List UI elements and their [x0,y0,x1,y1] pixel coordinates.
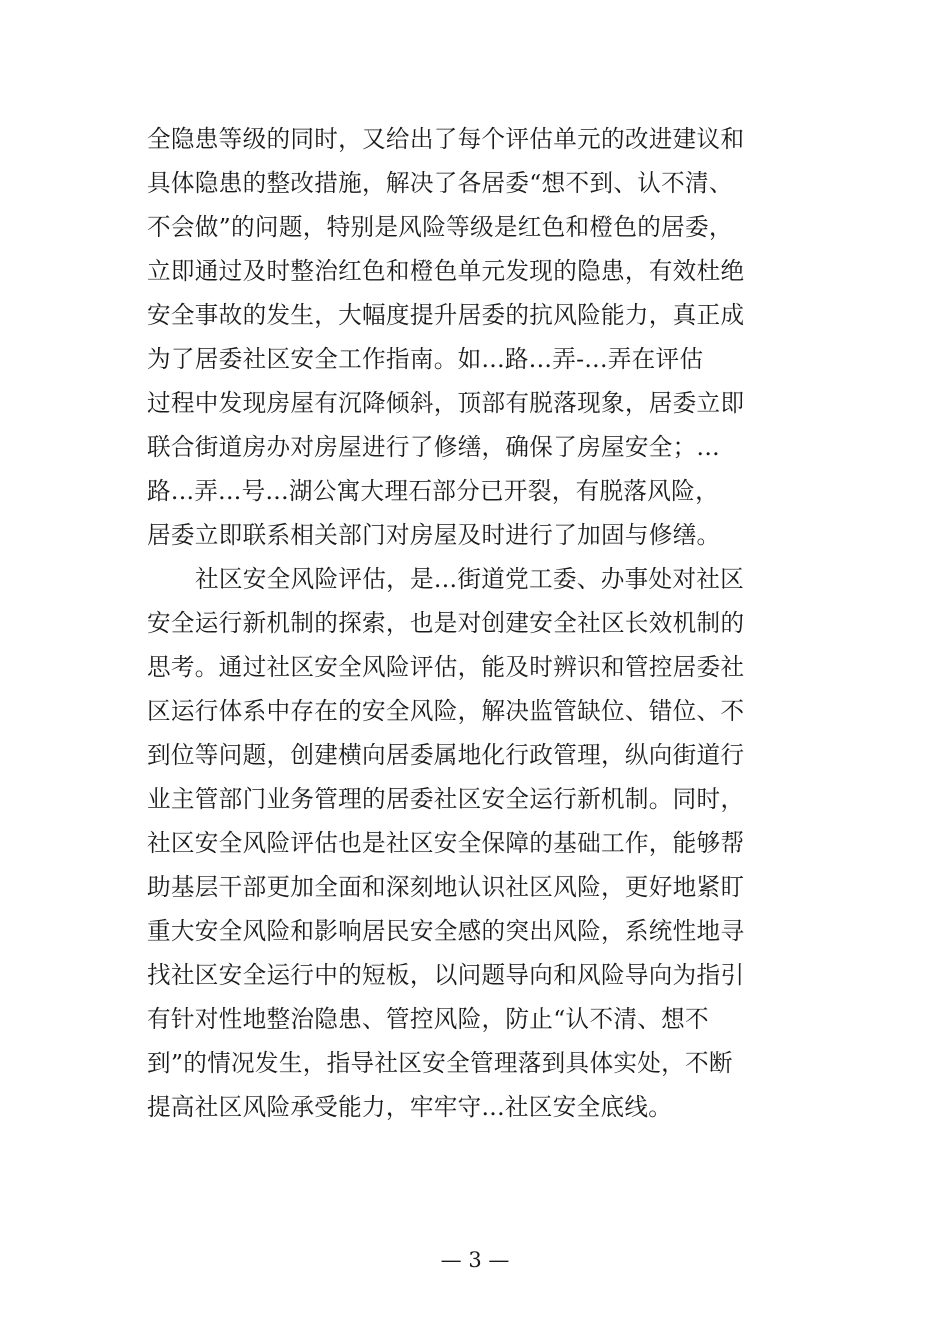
paragraph-line: 具体隐患的整改措施，解决了各居委“想不到、认不清、 [147,169,733,197]
page-number: — 3 — [440,1248,510,1272]
paragraph-line: 联合街道房办对房屋进行了修缮，确保了房屋安全；... [147,433,720,461]
paragraph-line: 到位等问题，创建横向居委属地化行政管理，纵向街道行 [147,741,745,769]
paragraph-line: 安全运行新机制的探索，也是对创建安全社区长效机制的 [147,609,745,637]
paragraph-line: 居委立即联系相关部门对房屋及时进行了加固与修缮。 [147,521,721,549]
paragraph-line: 助基层干部更加全面和深刻地认识社区风险，更好地紧盯 [147,873,745,901]
paragraph-line: 有针对性地整治隐患、管控风险，防止“认不清、想不 [147,1005,709,1033]
paragraph-line: 社区安全风险评估也是社区安全保障的基础工作，能够帮 [147,829,745,857]
paragraph-line: 安全事故的发生，大幅度提升居委的抗风险能力，真正成 [147,301,745,329]
paragraph-line: 过程中发现房屋有沉降倾斜，顶部有脱落现象，居委立即 [147,389,745,417]
paragraph-line: 不会做”的问题，特别是风险等级是红色和橙色的居委， [147,213,733,241]
paragraph-line: 区运行体系中存在的安全风险，解决监管缺位、错位、不 [147,697,745,725]
paragraph-line: 找社区安全运行中的短板，以问题导向和风险导向为指引 [147,961,745,989]
paragraph-first-line: 社区安全风险评估，是...街道党工委、办事处对社区 [195,565,745,593]
paragraph-line: 业主管部门业务管理的居委社区安全运行新机制。同时， [147,785,745,813]
paragraph-line: 到”的情况发生，指导社区安全管理落到具体实处，不断 [147,1049,733,1077]
paragraph-line: 路...弄...号...湖公寓大理石部分已开裂，有脱落风险， [147,477,719,505]
paragraph-line: 提高社区风险承受能力，牢牢守...社区安全底线。 [147,1093,673,1121]
paragraph-line: 为了居委社区安全工作指南。如...路...弄-...弄在评估 [147,345,704,373]
paragraph-line: 全隐患等级的同时，又给出了每个评估单元的改进建议和 [147,125,745,153]
paragraph-line: 思考。通过社区安全风险评估，能及时辨识和管控居委社 [147,653,745,681]
paragraph-line: 重大安全风险和影响居民安全感的突出风险，系统性地寻 [147,917,745,945]
paragraph-line: 立即通过及时整治红色和橙色单元发现的隐患，有效杜绝 [147,257,745,285]
